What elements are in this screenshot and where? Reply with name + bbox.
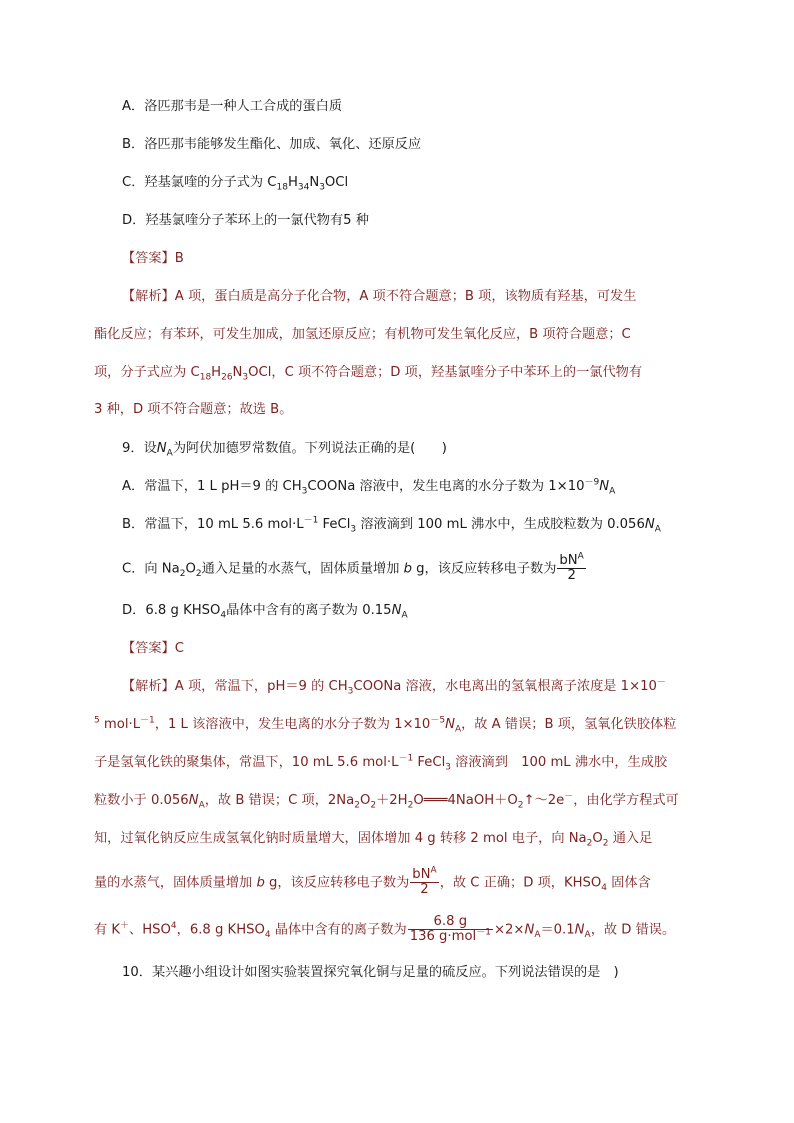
option-a: A．洛匹那韦是一种人工合成的蛋白质 — [122, 99, 343, 114]
analysis-q9-line4: 粒数小于 $0.056N_A$，故 B 错误；C 项，$2Na_2O_2+2H_2O═══4NaOH+O_2↑\sim 2e^-$，由化学方程式可 — [94, 791, 679, 811]
answer-q8: 【答案】B — [122, 251, 184, 266]
option-c: C．羟基氯喹的分子式为 $C_{18}H_{34}N_3OCl$ — [122, 175, 349, 193]
q9-option-d: D．6.8 g $KHSO_4$晶体中含有的离子数为 $0.15N_A$ — [122, 603, 408, 621]
option-d: D．羟基氯喹分子苯环上的一氯代物有5 种 — [122, 213, 369, 228]
analysis-q8-line1: 【解析】A 项，蛋白质是高分子化合物，A 项不符合题意；B 项，该物质有羟基，可发生 — [122, 289, 637, 304]
analysis-q9-line3: 子是氢氧化铁的聚集体，常温下，10 mL 5.6 $mol\cdot L^{-1}$ FeCl$_3$ 溶液滴到 100 mL 沸水中，生成胶 — [94, 753, 668, 773]
fraction-mass-over-molar-mass: $\frac{6.8 g}{136 g\cdot mol^{-1}}$ — [409, 914, 491, 944]
q9-option-c: C．向 $Na_2O_2$通入足量的水蒸气，固体质量增加 b g，该反应转移电子数为 $\frac{bN^A}{2}$ — [122, 551, 584, 583]
question-9-stem: 9．设$N_A$为阿伏加德罗常数值。下列说法正确的是( ) — [122, 441, 447, 459]
fraction-bNA-over-2: $\frac{bN^A}{2}$ — [559, 551, 584, 583]
analysis-q9-line5: 知，过氧化钠反应生成氢氧化钠时质量增大，固体增加 4 g 转移 2 mol 电子，向 $Na_2O_2$ 通入足 — [94, 831, 653, 849]
answer-q9: 【答案】C — [122, 641, 184, 656]
analysis-q8-line4: 3 种，D 项不符合题意；故选 B。 — [94, 402, 293, 417]
question-10-stem: 10．某兴趣小组设计如图实验装置探究氧化铜与足量的硫反应。下列说法错误的是 ) — [122, 965, 619, 980]
analysis-q8-line2: 酯化反应；有苯环，可发生加成，加氢还原反应；有机物可发生氧化反应，B 项符合题意；C — [94, 327, 631, 342]
q9-option-b: B．常温下，10 mL 5.6 $mol\cdot L^{-1}$ FeCl$_3$ 溶液滴到 100 mL 沸水中，生成胶粒数为 $0.056N_A$ — [122, 515, 661, 535]
q9-option-a: A．常温下，1 L pH＝9 的 $CH_3COONa$ 溶液中，发生电离的水分子数为 $1\times 10^{-9}N_A$ — [122, 477, 616, 497]
analysis-q8-line3: 项，分子式应为 $C_{18}H_{26}N_3OCl$，C 项不符合题意；D 项，羟基氯喹分子中苯环上的一氯代物有 — [94, 365, 643, 383]
analysis-q9-line7: 有 K＋、HSO$^4$，6.8 g $KHSO_4$ 晶体中含有的离子数为 $\frac{6.8 g}{136 g\cdot mol^{-1}}$ $\times 2\times N_A=0.1N_A$，故 D 错误。 — [94, 914, 676, 944]
analysis-q9-line1: 【解析】A 项，常温下，pH＝9 的 $CH_3COONa$ 溶液，水电离出的氢氧根离子浓度是 1×10－ — [122, 677, 666, 697]
analysis-q9-line6: 量的水蒸气，固体质量增加 b g，该反应转移电子数为 $\frac{bN^A}{2}$ ，故 C 正确；D 项，$KHSO_4$ 固体含 — [94, 865, 651, 897]
analysis-q9-line2: $^5$ $mol\cdot L^{-1}$，1 L 该溶液中，发生电离的水分子数为 $1\times 10^{-5}N_A$，故 A 错误；B 项，氢氧化铁胶体粒 — [94, 715, 677, 735]
option-b: B．洛匹那韦能够发生酯化、加成、氧化、还原反应 — [122, 137, 422, 152]
fraction-bNA-over-2: $\frac{bN^A}{2}$ — [412, 865, 437, 897]
